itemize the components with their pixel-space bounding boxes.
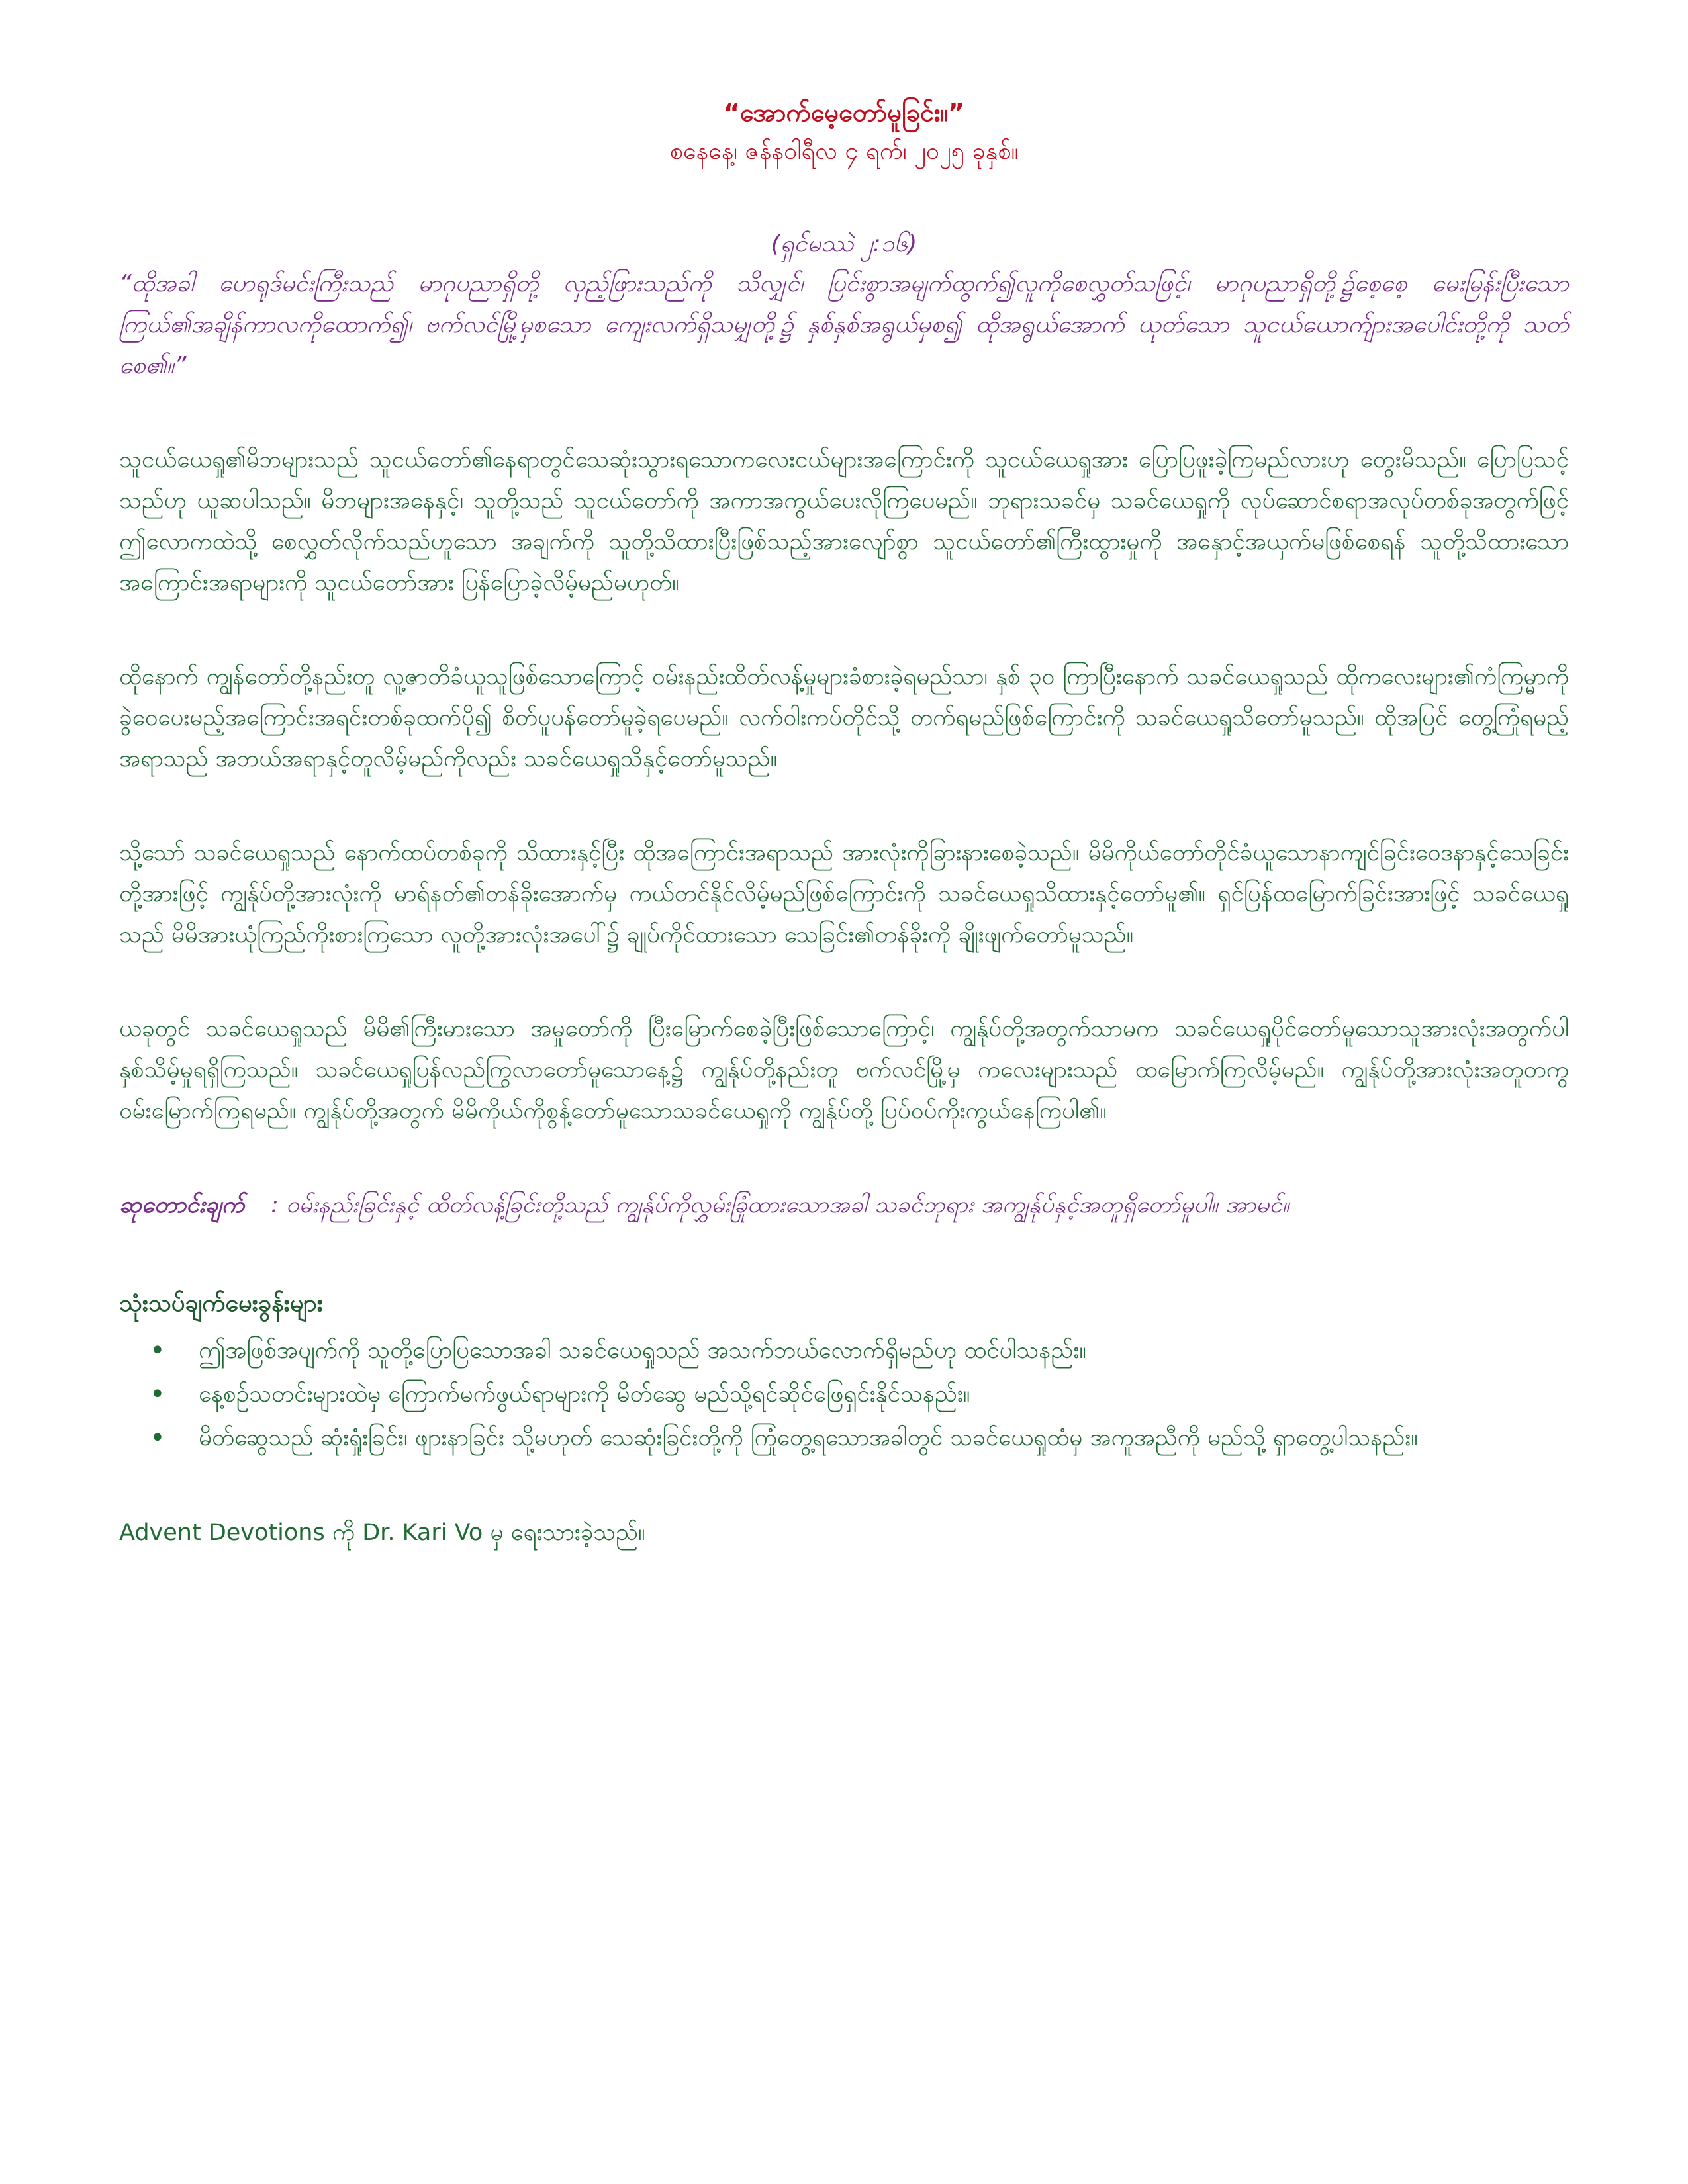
questions-list	[119, 1330, 1569, 1459]
list-item	[150, 1418, 1569, 1459]
questions-heading: သုံးသပ်ချက်မေးခွန်းများ	[119, 1290, 323, 1317]
list-item	[150, 1374, 1569, 1415]
devotion-page	[119, 93, 1569, 1553]
author-credit: Advent Devotions ကို Dr. Kari Vo မှ ရေးသားခဲ့သည်။	[119, 1520, 645, 1546]
scripture-quote: “ထိုအခါ ဟေရုဒ်မင်းကြီးသည် မာဂုပညာရှိတို့ လှည့်ဖြားသည်ကို သိလျှင်၊ ပြင်းစွာအမျက်ထွက်၍လူကိုစေလွှတ်သဖြင့်၊ မာဂုပညာရှိတို့၌စေ့စေ့ မေးမြန်းပြီးသော ကြယ်၏အချိန်ကာလကိုထောက်၍၊ ဗက်လင်မြို့မှစသော ကျေးလက်ရှိသမျှတို့၌ နှစ်နှစ်အရွယ်မှစ၍ ထိုအရွယ်အောက် ယုတ်သော သူငယ်ယောက်ျားအပေါင်းတို့ကို သတ်စေ၏။”	[119, 270, 1569, 379]
body-paragraph: ထိုနောက် ကျွန်တော်တို့နည်းတူ လူ့ဇာတိခံယူသူဖြစ်သောကြောင့် ဝမ်းနည်းထိတ်လန့်မှုများခံစားခဲ့ရမည်သာ၊ နှစ် ၃၀ ကြာပြီးနောက် သခင်ယေရှုသည် ထိုကလေးများ၏ကံကြမ္မာကို ခွဲဝေပေးမည့်အကြောင်းအရင်းတစ်ခုထက်ပို၍ စိတ်ပူပန်တော်မူခဲ့ရပေမည်။ လက်ဝါးကပ်တိုင်သို့ တက်ရမည်ဖြစ်ကြောင်းကို သခင်ယေရှုသိတော်မူသည်။ ထိုအပြင် တွေ့ကြုံရမည့်အရာသည် အဘယ်အရာနှင့်တူလိမ့်မည်ကိုလည်း သခင်ယေရှုသိနှင့်တော်မူသည်။	[119, 664, 1569, 772]
prayer	[119, 1185, 1569, 1226]
body-paragraph: သူငယ်ယေရှု၏မိဘများသည် သူငယ်တော်၏နေရာတွင်သေဆုံးသွားရသောကလေးငယ်များအကြောင်းကို သူငယ်ယေရှုအား ပြောပြဖူးခဲ့ကြမည်လားဟု တွေးမိသည်။ ပြောပြသင့်သည်ဟု ယူဆပါသည်။ မိဘများအနေနှင့်၊ သူတို့သည် သူငယ်တော်ကို အကာအကွယ်ပေးလိုကြပေမည်။ ဘုရားသခင်မှ သခင်ယေရှုကို လုပ်ဆောင်စရာအလုပ်တစ်ခုအတွက်ဖြင့် ဤလောကထဲသို့ စေလွှတ်လိုက်သည်ဟူသော အချက်ကို သူတို့သိထားပြီးဖြစ်သည့်အားလျော်စွာ သူငယ်တော်၏ကြီးထွားမှုကို အနှောင့်အယှက်မဖြစ်စေရန် သူတို့သိထားသောအကြောင်းအရာများကို သူငယ်တော်အား ပြန်ပြောခဲ့လိမ့်မည်မဟုတ်။	[119, 447, 1569, 596]
bullet-icon: •	[150, 1379, 165, 1410]
body-paragraph: သို့သော် သခင်ယေရှုသည် နောက်ထပ်တစ်ခုကို သိထားနှင့်ပြီး ထိုအကြောင်းအရာသည် အားလုံးကိုခြားနားစေခဲ့သည်။ မိမိကိုယ်တော်တိုင်ခံယူသောနာကျင်ခြင်းဝေဒနာနှင့်သေခြင်းတို့အားဖြင့် ကျွန်ုပ်တို့အားလုံးကို မာရ်နတ်၏တန်ခိုးအောက်မှ ကယ်တင်နိုင်လိမ့်မည်ဖြစ်ကြောင်းကို သခင်ယေရှုသိထားနှင့်တော်မူ၏။ ရှင်ပြန်ထမြောက်ခြင်းအားဖြင့် သခင်ယေရှုသည် မိမိအားယုံကြည်ကိုးစားကြသော လူတို့အားလုံးအပေါ်၌ ချုပ်ကိုင်ထားသော သေခြင်း၏တန်ခိုးကို ချိုးဖျက်တော်မူသည်။	[119, 840, 1569, 948]
scripture-reference: (ရှင်မဿဲ ၂:၁၆)	[771, 230, 917, 257]
question-text: နေ့စဉ်သတင်းများထဲမှ ကြောက်မက်ဖွယ်ရာများကို မိတ်ဆွေ မည်သို့ရင်ဆိုင်ဖြေရှင်းနိုင်သနည်း။	[199, 1381, 970, 1408]
bullet-icon: •	[150, 1423, 165, 1453]
body-paragraph: ယခုတွင် သခင်ယေရှုသည် မိမိ၏ကြီးမားသော အမှုတော်ကို ပြီးမြောက်စေခဲ့ပြီးဖြစ်သောကြောင့်၊ ကျွန်ုပ်တို့အတွက်သာမက သခင်ယေရှုပိုင်တော်မူသောသူအားလုံးအတွက်ပါ နှစ်သိမ့်မှုရရှိကြသည်။ သခင်ယေရှုပြန်လည်ကြွလာတော်မူသောနေ့၌ ကျွန်ုပ်တို့နည်းတူ ဗက်လင်မြို့မှ ကလေးများသည် ထမြောက်ကြလိမ့်မည်။ ကျွန်ုပ်တို့အားလုံးအတူတကွ ဝမ်းမြောက်ကြရမည်။ ကျွန်ုပ်တို့အတွက် မိမိကိုယ်ကိုစွန့်တော်မူသောသခင်ယေရှုကို ကျွန်ုပ်တို့ ပြပ်ဝပ်ကိုးကွယ်နေကြပါ၏။	[119, 1016, 1569, 1124]
dateline: စနေနေ့၊ ဇန်နဝါရီလ ၄ ရက်၊ ၂၀၂၅ ခုနှစ်။	[669, 138, 1019, 165]
prayer-text: : ဝမ်းနည်းခြင်းနှင့် ထိတ်လန့်ခြင်းတို့သည် ကျွန်ုပ်ကိုလွှမ်းခြုံထားသောအခါ သခင်ဘုရား အကျွန်ုပ်နှင့်အတူရှိတော်မူပါ။ အာမင်။	[271, 1192, 1289, 1218]
bullet-icon: •	[150, 1336, 165, 1366]
prayer-label: ဆုတောင်းချက်	[119, 1192, 245, 1218]
question-text: ဤအဖြစ်အပျက်ကို သူတို့ပြောပြသောအခါ သခင်ယေရှုသည် အသက်ဘယ်လောက်ရှိမည်ဟု ထင်ပါသနည်း။	[199, 1338, 1086, 1364]
list-item	[150, 1330, 1569, 1371]
question-text: မိတ်ဆွေသည် ဆုံးရှုံးခြင်း၊ ဖျားနာခြင်း သို့မဟုတ် သေဆုံးခြင်းတို့ကို ကြုံတွေ့ရသောအခါတွင် သခင်ယေရှုထံမှ အကူအညီကို မည်သို့ ရှာတွေ့ပါသနည်း။	[199, 1425, 1418, 1451]
page-title: “အောက်မေ့တော်မူခြင်း။”	[723, 98, 965, 127]
